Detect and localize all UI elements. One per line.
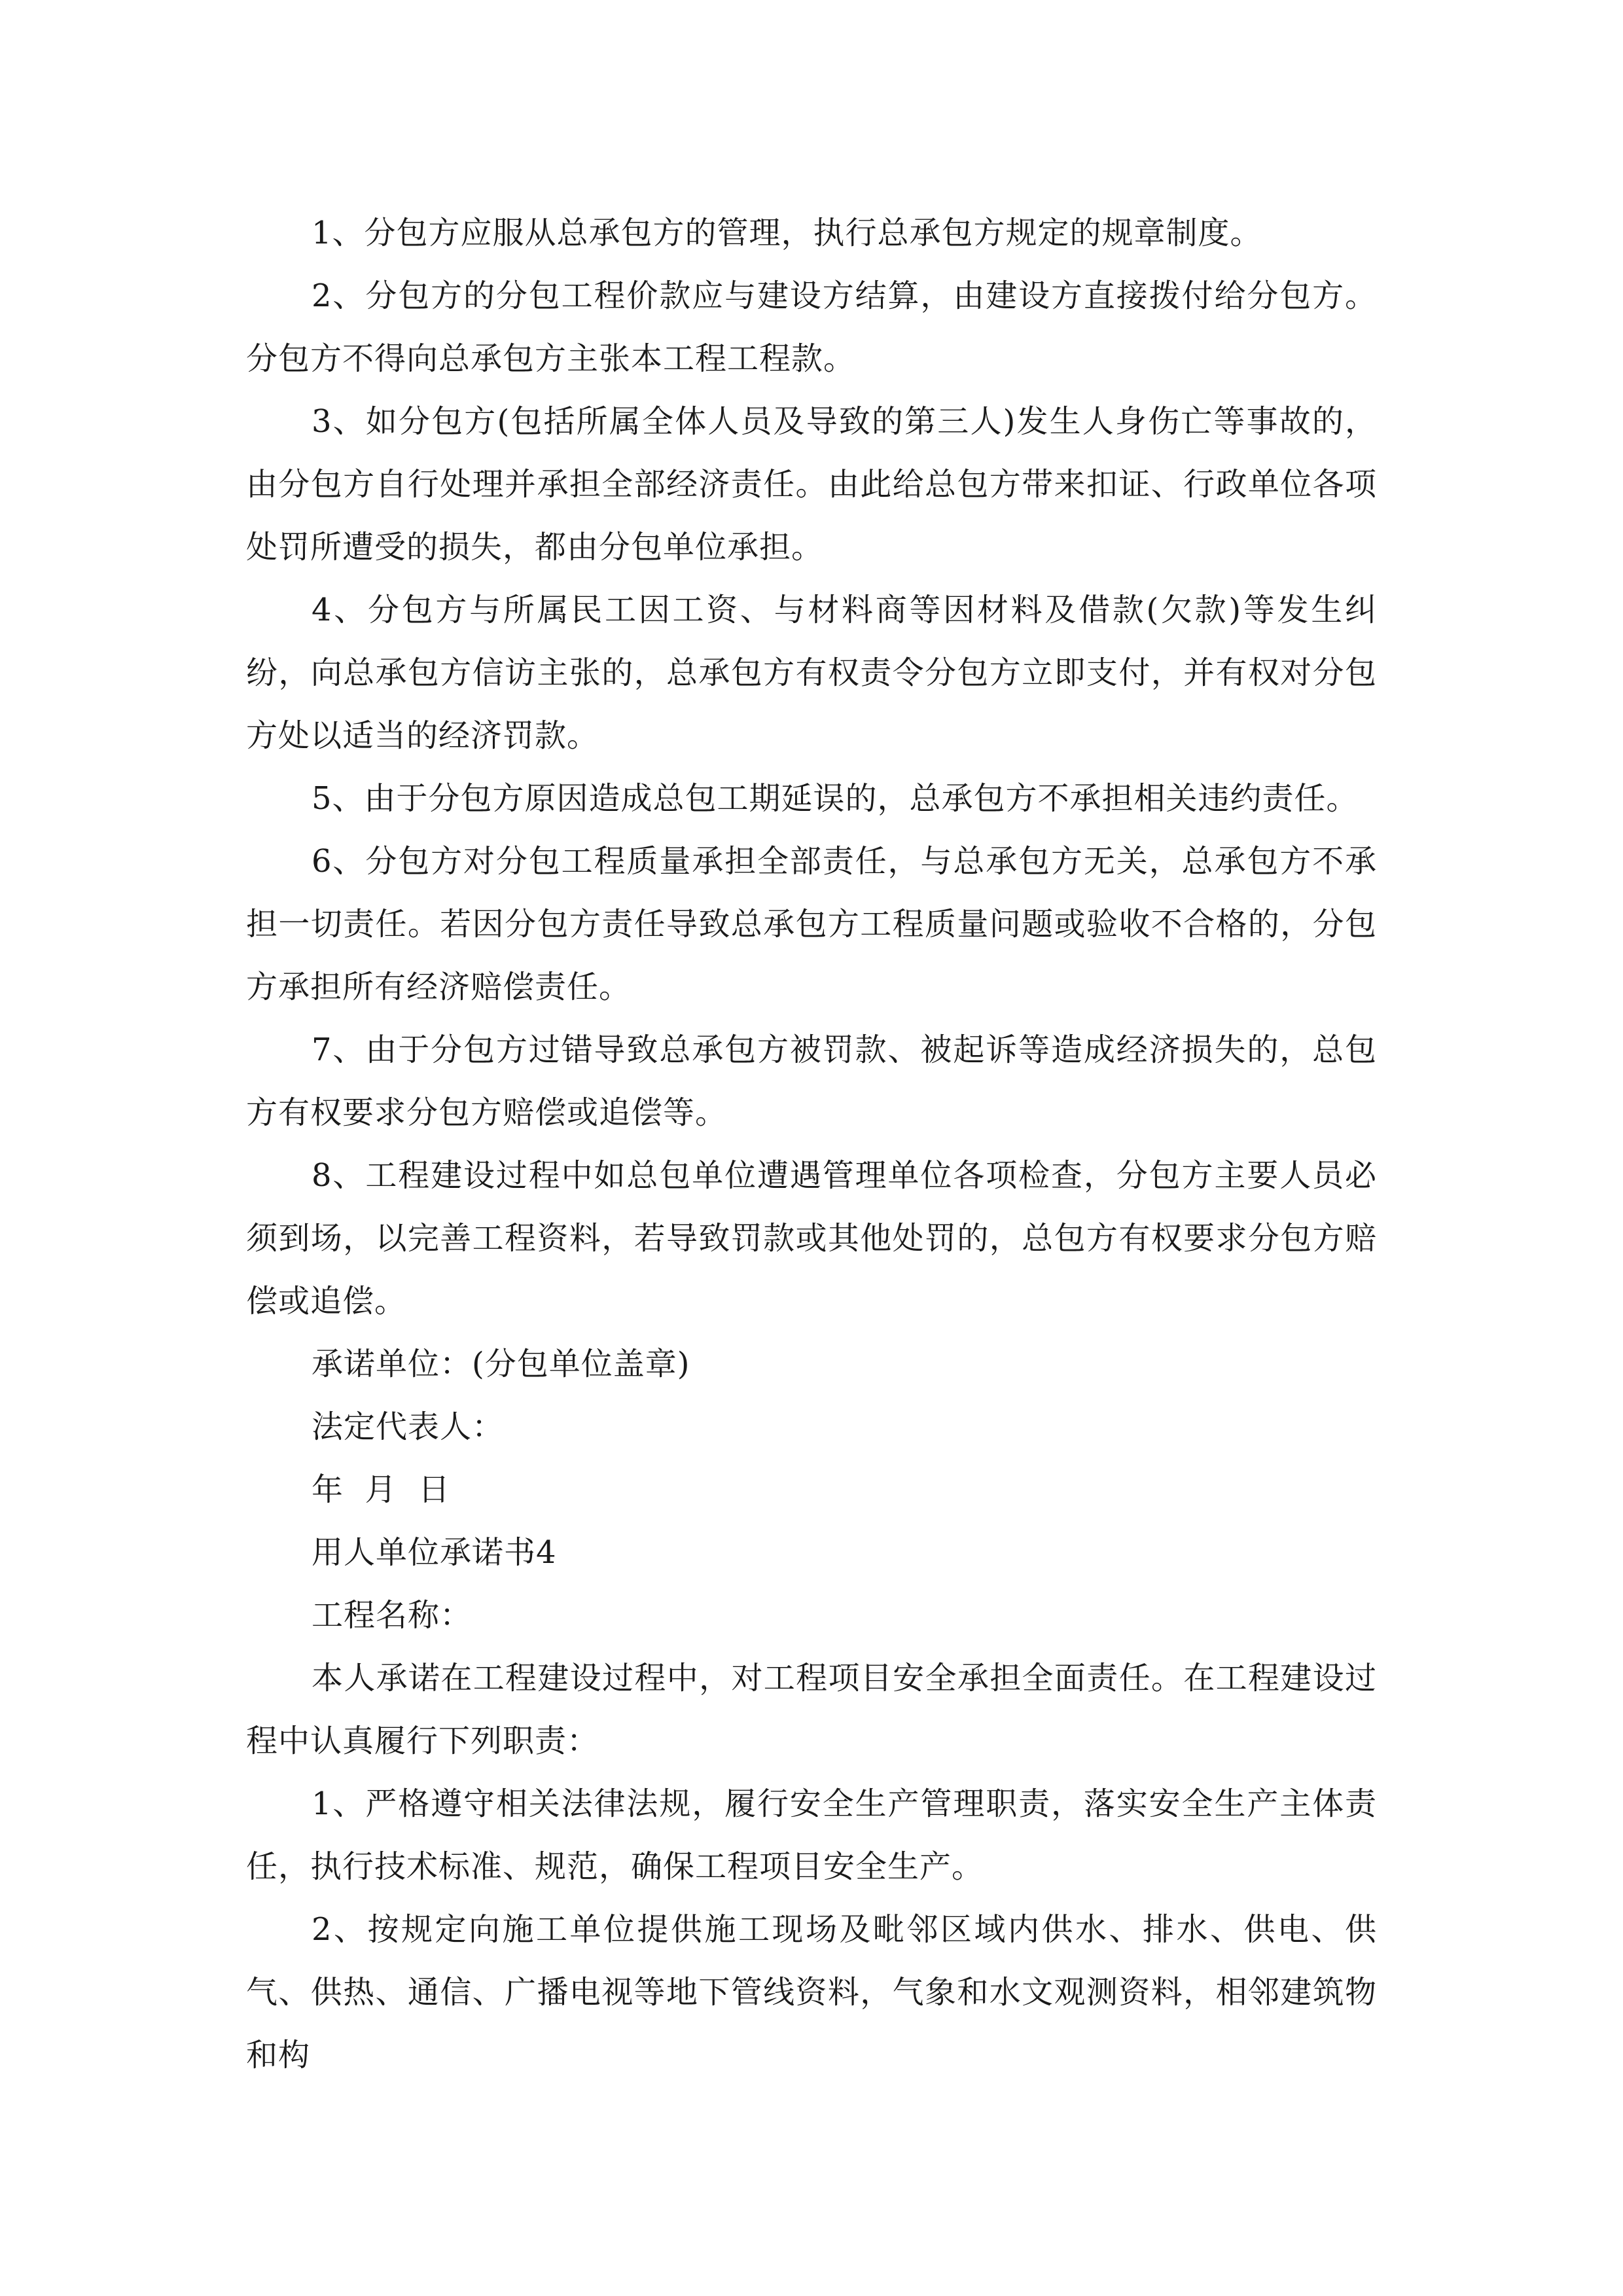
clause-6: 6、分包方对分包工程质量承担全部责任，与总承包方无关，总承包方不承担一切责任。若因分包方责任导致总承包方工程质量问题或验收不合格的，分包方承担所有经济赔偿责任。	[246, 843, 1377, 1005]
project-name: 工程名称：	[312, 1597, 473, 1634]
clause-2: 2、分包方的分包工程价款应与建设方结算，由建设方直接拨付给分包方。分包方不得向总承包方主张本工程工程款。	[246, 278, 1377, 377]
legal-representative: 法定代表人：	[312, 1408, 505, 1445]
section-title: 用人单位承诺书4	[312, 1534, 557, 1571]
clause-7: 7、由于分包方过错导致总承包方被罚款、被起诉等造成经济损失的，总包方有权要求分包方赔偿或追偿等。	[246, 1031, 1377, 1131]
duty-1: 1、严格遵守相关法律法规，履行安全生产管理职责，落实安全生产主体责任，执行技术标准、规范，确保工程项目安全生产。	[246, 1785, 1377, 1885]
clause-4: 4、分包方与所属民工因工资、与材料商等因材料及借款(欠款)等发生纠纷，向总承包方信访主张的，总承包方有权责令分包方立即支付，并有权对分包方处以适当的经济罚款。	[246, 592, 1377, 754]
date-line: 年 月 日	[312, 1471, 451, 1508]
duty-2: 2、按规定向施工单位提供施工现场及毗邻区域内供水、排水、供电、供气、供热、通信、广播电视等地下管线资料，气象和水文观测资料，相邻建筑物和构	[246, 1911, 1377, 2073]
sign-unit: 承诺单位：(分包单位盖章)	[312, 1346, 690, 1382]
document-body	[246, 202, 1377, 2087]
intro-paragraph: 本人承诺在工程建设过程中，对工程项目安全承担全面责任。在工程建设过程中认真履行下列职责：	[246, 1660, 1377, 1759]
clause-1: 1、分包方应服从总承包方的管理，执行总承包方规定的规章制度。	[312, 215, 1262, 251]
clause-3: 3、如分包方(包括所属全体人员及导致的第三人)发生人身伤亡等事故的，由分包方自行处理并承担全部经济责任。由此给总包方带来扣证、行政单位各项处罚所遭受的损失，都由分包单位承担。	[246, 403, 1377, 565]
clause-5: 5、由于分包方原因造成总包工期延误的，总承包方不承担相关违约责任。	[312, 780, 1359, 817]
clause-8: 8、工程建设过程中如总包单位遭遇管理单位各项检查，分包方主要人员必须到场，以完善工程资料，若导致罚款或其他处罚的，总包方有权要求分包方赔偿或追偿。	[246, 1157, 1377, 1319]
